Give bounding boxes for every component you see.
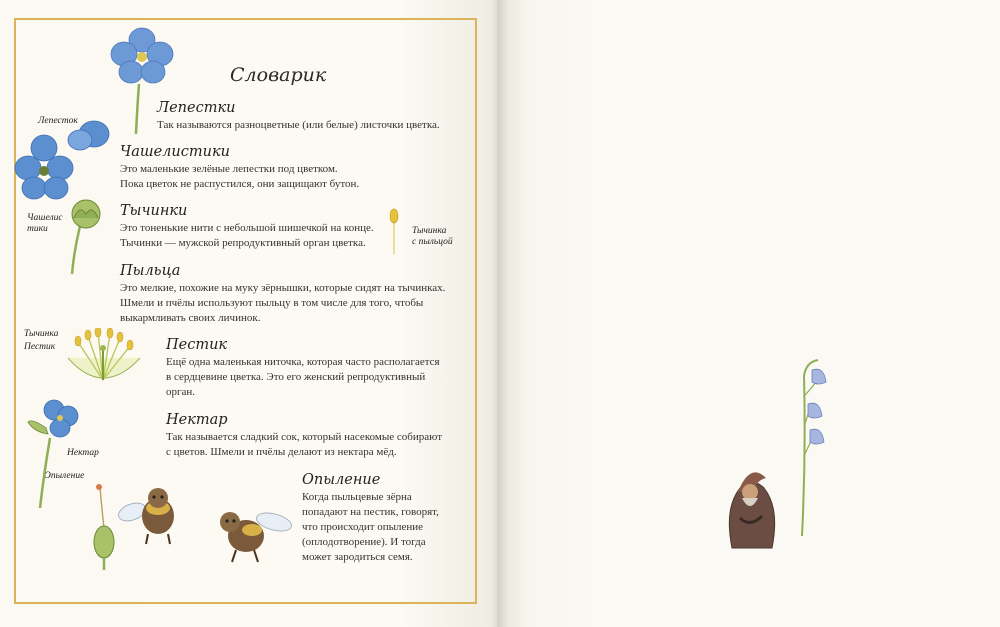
glossary-title: Словарик: [230, 64, 327, 86]
entry-term: Пыльца: [120, 263, 181, 279]
entry-term: Тычинки: [120, 203, 188, 219]
petal-illustration: [14, 116, 114, 206]
entry-nectar: [166, 412, 442, 460]
caption-stamen: Тычинка: [24, 329, 59, 339]
entry-text: Так называется сладкий сок, который насекомые собирают с цветов. Шмели и пчёлы делают из нектара мёд.: [166, 431, 443, 458]
blue-flower-illustration: [106, 26, 178, 136]
entry-pistil: [166, 337, 440, 400]
nectar-flower-illustration: [24, 398, 84, 510]
entry-term: Нектар: [166, 412, 228, 428]
bluebell-illustration: [796, 356, 836, 538]
entry-pollen: [120, 263, 445, 326]
caption-pistil: Пестик: [24, 342, 56, 352]
caption-nectar: Нектар: [67, 448, 99, 458]
entry-stamens: [120, 203, 374, 251]
caption-petal: Лепесток: [38, 116, 78, 126]
open-flower-illustration: [58, 328, 148, 390]
caption-sepals: Чашелис тики: [27, 213, 63, 234]
entry-text: Ещё одна маленькая ниточка, которая часто располагается в сердцевине цветка. Это его женский репродуктивный орган.: [166, 356, 440, 398]
entry-text: Когда пыльцевые зёрна попадают на пестик, говорят, что происходит опыление (оплодотворение). И тогда может зародиться семя.: [302, 491, 439, 563]
stamen-illustration: [384, 206, 404, 256]
entry-petals: [157, 100, 440, 133]
entry-text: Это маленькие зелёные лепестки под цветком. Пока цветок не распустился, они защищают бутон.: [120, 163, 360, 190]
entry-sepals: [120, 144, 359, 192]
book-gutter: [490, 0, 508, 627]
entry-term: Чашелистики: [120, 144, 230, 160]
entry-pollination: [302, 472, 439, 565]
bumblebee-illustration: [210, 500, 296, 566]
bumblebee-illustration: [118, 484, 184, 550]
entry-term: Опыление: [302, 472, 381, 488]
gnome-illustration: [718, 458, 784, 552]
caption-pollination: Опыление: [44, 471, 85, 481]
entry-text: Так называются разноцветные (или белые) листочки цветка.: [157, 119, 440, 131]
entry-text: Это тоненькие нити с небольшой шишечкой на конце. Тычинки — мужской репродуктивный орган цветка.: [120, 222, 374, 249]
sepals-bud-illustration: [60, 196, 110, 276]
entry-term: Пестик: [166, 337, 228, 353]
caption-stamen-pollen: Тычинка с пыльцой: [412, 226, 453, 247]
entry-text: Это мелкие, похожие на муку зёрнышки, которые сидят на тычинках. Шмели и пчёлы используют пыльцу в том числе для того, чтобы выкармливать своих личинок.: [120, 282, 446, 324]
entry-term: Лепестки: [157, 100, 236, 116]
